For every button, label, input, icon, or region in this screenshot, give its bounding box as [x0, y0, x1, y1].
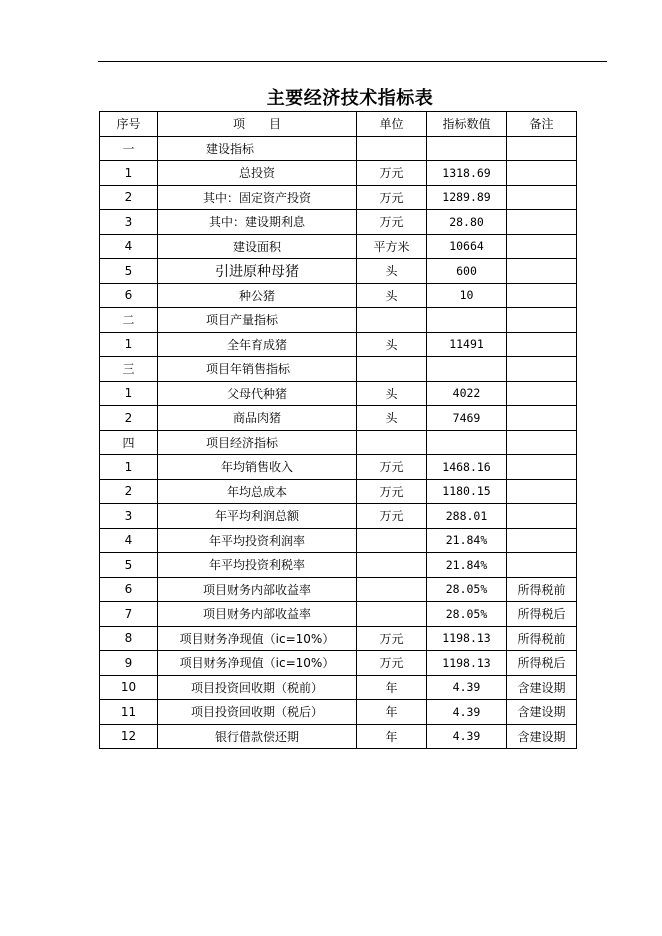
- table-row: [100, 553, 577, 578]
- row-unit: 万元: [357, 479, 427, 504]
- row-item: 建设指标: [158, 136, 357, 161]
- row-note: [507, 357, 577, 382]
- row-item: 年均总成本: [158, 479, 357, 504]
- row-number: 二: [100, 308, 158, 333]
- row-unit: 头: [357, 283, 427, 308]
- row-unit: 万元: [357, 651, 427, 676]
- row-value: 21.84%: [427, 528, 507, 553]
- row-unit: 头: [357, 259, 427, 284]
- table-row: [100, 455, 577, 480]
- row-unit: [357, 577, 427, 602]
- row-item: 商品肉猪: [158, 406, 357, 431]
- row-note: [507, 283, 577, 308]
- row-item: 项目产量指标: [158, 308, 357, 333]
- row-number: 一: [100, 136, 158, 161]
- table-row: [100, 528, 577, 553]
- row-unit: 头: [357, 381, 427, 406]
- row-value: 7469: [427, 406, 507, 431]
- row-value: 28.05%: [427, 577, 507, 602]
- table-row: [100, 479, 577, 504]
- row-unit: 万元: [357, 161, 427, 186]
- header-item: 项 目: [158, 112, 357, 137]
- row-note: 含建设期: [507, 724, 577, 749]
- row-value: 10664: [427, 234, 507, 259]
- row-value: 1468.16: [427, 455, 507, 480]
- row-value: 1318.69: [427, 161, 507, 186]
- row-number: 4: [100, 234, 158, 259]
- table-row: [100, 651, 577, 676]
- section-row: [100, 430, 577, 455]
- table-row: [100, 381, 577, 406]
- row-note: 所得税后: [507, 602, 577, 627]
- row-number: 5: [100, 259, 158, 284]
- table-row: [100, 259, 577, 284]
- row-unit: [357, 430, 427, 455]
- row-value: 11491: [427, 332, 507, 357]
- row-item: 全年育成猪: [158, 332, 357, 357]
- row-number: 11: [100, 700, 158, 725]
- row-unit: 年: [357, 675, 427, 700]
- header-note: 备注: [507, 112, 577, 137]
- row-value: 10: [427, 283, 507, 308]
- table-row: [100, 724, 577, 749]
- table-row: [100, 626, 577, 651]
- table-row: [100, 700, 577, 725]
- row-unit: [357, 602, 427, 627]
- table-row: [100, 283, 577, 308]
- table-row: [100, 161, 577, 186]
- row-item: 年平均投资利税率: [158, 553, 357, 578]
- indicators-table: [99, 111, 577, 749]
- row-number: 6: [100, 283, 158, 308]
- row-note: [507, 136, 577, 161]
- row-unit: 万元: [357, 210, 427, 235]
- row-item: 总投资: [158, 161, 357, 186]
- row-unit: 平方米: [357, 234, 427, 259]
- section-row: [100, 136, 577, 161]
- table-header-row: [100, 112, 577, 137]
- row-value: 288.01: [427, 504, 507, 529]
- row-note: [507, 185, 577, 210]
- row-unit: [357, 136, 427, 161]
- row-value: 1198.13: [427, 651, 507, 676]
- row-item: 项目投资回收期（税后）: [158, 700, 357, 725]
- row-item: 引进原种母猪: [158, 259, 357, 284]
- row-note: [507, 528, 577, 553]
- row-unit: 万元: [357, 185, 427, 210]
- row-item: 其中：固定资产投资: [158, 185, 357, 210]
- row-note: [507, 161, 577, 186]
- row-value: 4022: [427, 381, 507, 406]
- row-unit: 头: [357, 332, 427, 357]
- row-note: [507, 308, 577, 333]
- row-number: 3: [100, 210, 158, 235]
- row-note: [507, 210, 577, 235]
- row-unit: 年: [357, 700, 427, 725]
- row-number: 1: [100, 381, 158, 406]
- row-value: [427, 357, 507, 382]
- row-value: 4.39: [427, 675, 507, 700]
- row-number: 4: [100, 528, 158, 553]
- row-value: 1198.13: [427, 626, 507, 651]
- row-note: 含建设期: [507, 700, 577, 725]
- row-note: [507, 406, 577, 431]
- header-no: 序号: [100, 112, 158, 137]
- row-number: 三: [100, 357, 158, 382]
- row-unit: 万元: [357, 626, 427, 651]
- row-value: 1289.89: [427, 185, 507, 210]
- row-item: 项目经济指标: [158, 430, 357, 455]
- row-item: 建设面积: [158, 234, 357, 259]
- row-value: [427, 136, 507, 161]
- row-number: 7: [100, 602, 158, 627]
- row-value: 600: [427, 259, 507, 284]
- row-item: 项目投资回收期（税前）: [158, 675, 357, 700]
- row-number: 8: [100, 626, 158, 651]
- row-value: 4.39: [427, 724, 507, 749]
- table-row: [100, 602, 577, 627]
- row-unit: 头: [357, 406, 427, 431]
- row-item: 年平均投资利润率: [158, 528, 357, 553]
- row-item: 项目财务净现值（ic=10%）: [158, 626, 357, 651]
- row-number: 2: [100, 406, 158, 431]
- row-note: 所得税前: [507, 577, 577, 602]
- row-item: 项目财务内部收益率: [158, 602, 357, 627]
- row-item: 年平均利润总额: [158, 504, 357, 529]
- row-note: [507, 381, 577, 406]
- row-note: [507, 479, 577, 504]
- row-number: 3: [100, 504, 158, 529]
- row-item: 父母代种猪: [158, 381, 357, 406]
- row-number: 6: [100, 577, 158, 602]
- row-item: 年均销售收入: [158, 455, 357, 480]
- row-value: 28.80: [427, 210, 507, 235]
- row-note: [507, 259, 577, 284]
- section-row: [100, 357, 577, 382]
- table-row: [100, 332, 577, 357]
- row-number: 1: [100, 332, 158, 357]
- row-number: 5: [100, 553, 158, 578]
- page-title: 主要经济技术指标表: [266, 88, 434, 109]
- row-note: 含建设期: [507, 675, 577, 700]
- row-note: 所得税前: [507, 626, 577, 651]
- row-note: [507, 332, 577, 357]
- row-value: 21.84%: [427, 553, 507, 578]
- row-unit: [357, 528, 427, 553]
- row-note: [507, 504, 577, 529]
- row-number: 12: [100, 724, 158, 749]
- table-row: [100, 406, 577, 431]
- table-row: [100, 210, 577, 235]
- table-row: [100, 675, 577, 700]
- row-item: 银行借款偿还期: [158, 724, 357, 749]
- header-value: 指标数值: [427, 112, 507, 137]
- table-row: [100, 234, 577, 259]
- row-item: 项目财务内部收益率: [158, 577, 357, 602]
- row-value: 4.39: [427, 700, 507, 725]
- table-row: [100, 185, 577, 210]
- row-value: 1180.15: [427, 479, 507, 504]
- header-rule: [98, 61, 607, 62]
- row-item: 种公猪: [158, 283, 357, 308]
- row-item: 项目财务净现值（ic=10%）: [158, 651, 357, 676]
- row-number: 10: [100, 675, 158, 700]
- row-number: 2: [100, 185, 158, 210]
- row-number: 四: [100, 430, 158, 455]
- row-unit: [357, 553, 427, 578]
- row-unit: 年: [357, 724, 427, 749]
- row-note: 所得税后: [507, 651, 577, 676]
- row-unit: 万元: [357, 455, 427, 480]
- row-unit: [357, 357, 427, 382]
- section-row: [100, 308, 577, 333]
- table-row: [100, 577, 577, 602]
- row-unit: [357, 308, 427, 333]
- row-number: 9: [100, 651, 158, 676]
- row-number: 2: [100, 479, 158, 504]
- row-number: 1: [100, 161, 158, 186]
- row-note: [507, 455, 577, 480]
- row-item: 其中：建设期利息: [158, 210, 357, 235]
- row-value: 28.05%: [427, 602, 507, 627]
- row-note: [507, 430, 577, 455]
- row-value: [427, 430, 507, 455]
- row-note: [507, 234, 577, 259]
- row-item: 项目年销售指标: [158, 357, 357, 382]
- header-unit: 单位: [357, 112, 427, 137]
- row-note: [507, 553, 577, 578]
- row-value: [427, 308, 507, 333]
- row-unit: 万元: [357, 504, 427, 529]
- row-number: 1: [100, 455, 158, 480]
- table-row: [100, 504, 577, 529]
